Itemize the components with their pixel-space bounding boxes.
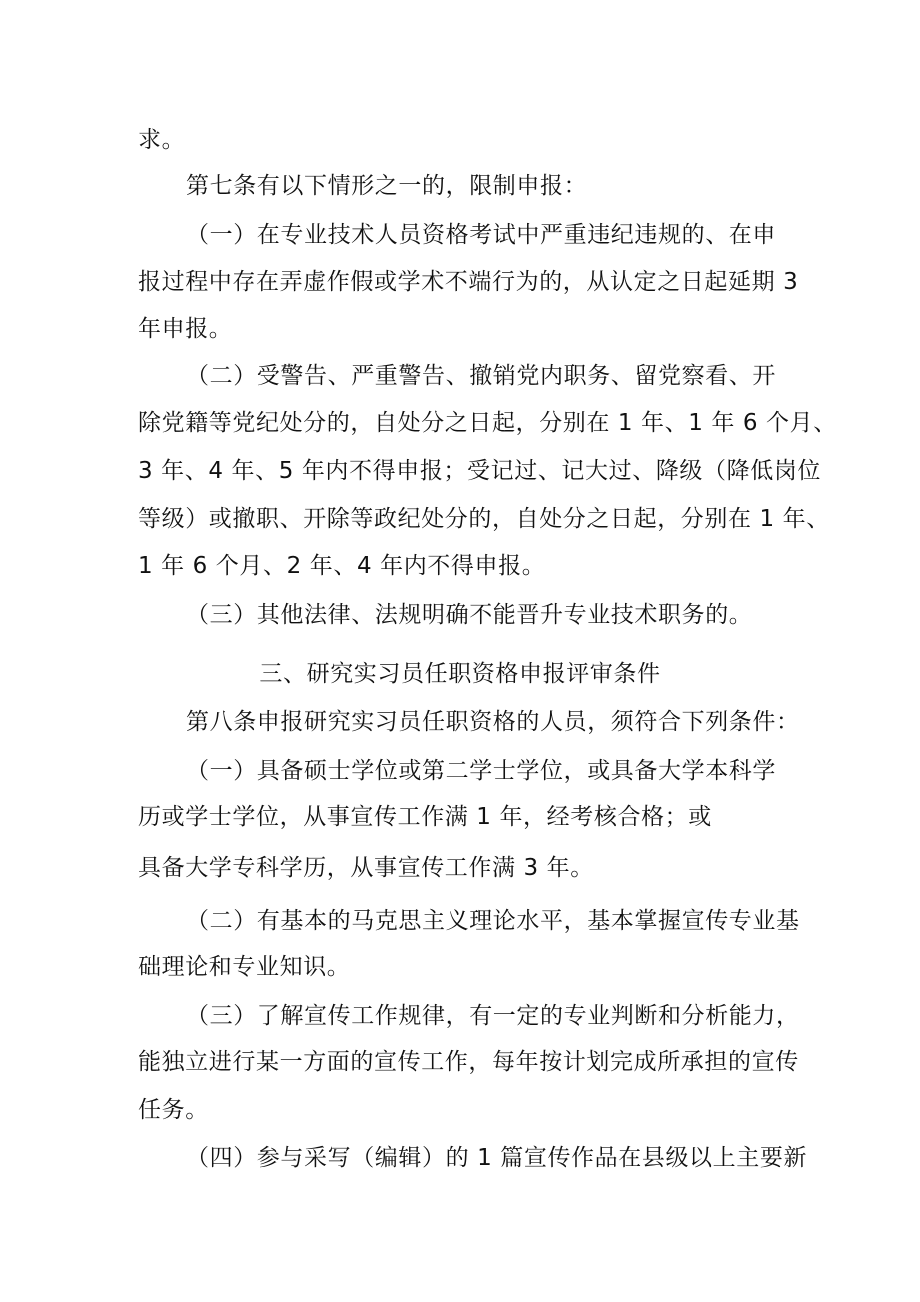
text-line-5: 年申报。	[138, 316, 233, 342]
text-line-10: 1 年 6 个月、2 年、4 年内不得申报。	[138, 553, 546, 579]
text-line-11: （三）其他法律、法规明确不能晋升专业技术职务的。	[186, 602, 753, 628]
text-line-7: 除党籍等党纪处分的，自处分之日起，分别在 1 年、1 年 6 个月、	[138, 410, 837, 436]
text-line-1: 求。	[138, 127, 186, 153]
text-line-22: （四）参与采写（编辑）的 1 篇宣传作品在县级以上主要新	[186, 1145, 808, 1171]
text-line-18: 础理论和专业知识。	[138, 954, 351, 980]
text-line-9: 等级）或撤职、开除等政纪处分的，自处分之日起，分别在 1 年、	[138, 506, 830, 532]
text-line-16: 具备大学专科学历，从事宣传工作满 3 年。	[138, 855, 594, 881]
text-line-20: 能独立进行某一方面的宣传工作，每年按计划完成所承担的宣传	[138, 1049, 799, 1075]
text-line-14: （一）具备硕士学位或第二学士学位，或具备大学本科学	[186, 758, 776, 784]
article-8-heading: 第八条申报研究实习员任职资格的人员，须符合下列条件：	[186, 709, 800, 735]
text-line-21: 任务。	[138, 1097, 209, 1123]
section-heading: 三、研究实习员任职资格申报评审条件	[259, 661, 661, 687]
article-7-heading: 第七条有以下情形之一的，限制申报：	[186, 173, 588, 199]
text-line-15: 历或学士学位，从事宣传工作满 1 年，经考核合格；或	[138, 804, 712, 830]
text-line-4: 报过程中存在弄虚作假或学术不端行为的，从认定之日起延期 3	[138, 269, 799, 295]
text-line-3: （一）在专业技术人员资格考试中严重违纪违规的、在申	[186, 222, 776, 248]
text-line-17: （二）有基本的马克思主义理论水平，基本掌握宣传专业基	[186, 908, 800, 934]
text-line-8: 3 年、4 年、5 年内不得申报；受记过、记大过、降级（降低岗位	[138, 458, 822, 484]
text-line-6: （二）受警告、严重警告、撤销党内职务、留党察看、开	[186, 363, 776, 389]
text-line-19: （三）了解宣传工作规律，有一定的专业判断和分析能力，	[186, 1003, 800, 1029]
